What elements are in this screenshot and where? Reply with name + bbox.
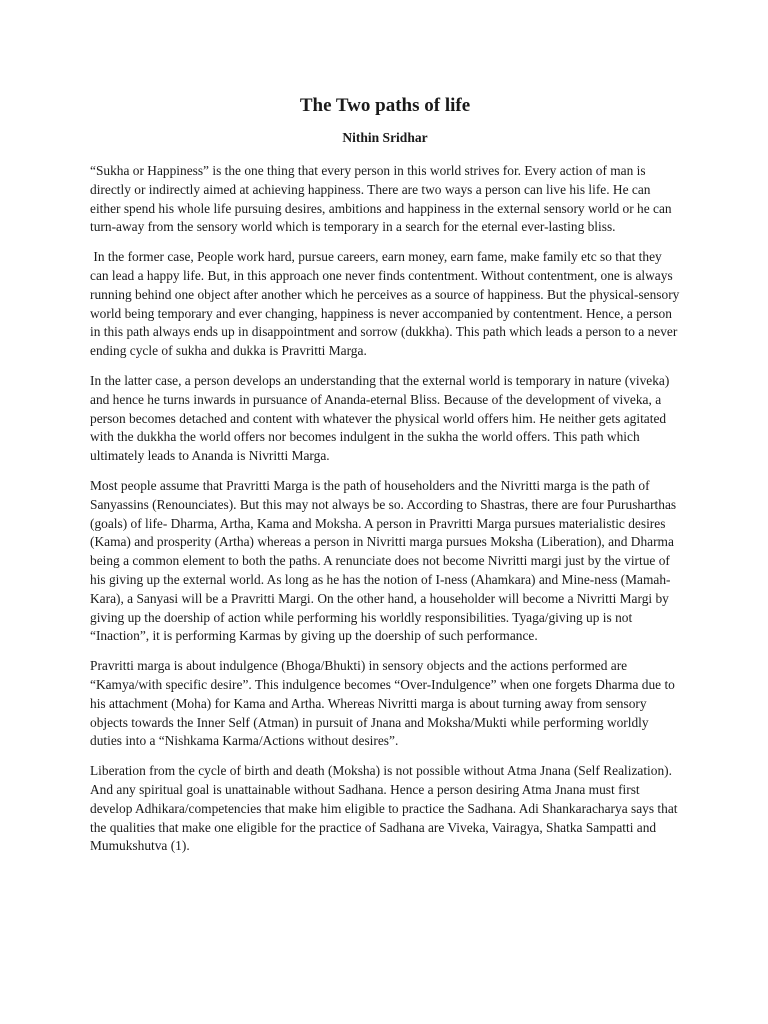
paragraph-pravritti: In the former case, People work hard, pursue careers, earn money, earn fame, make family etc so that they can lead a happy life. But, in this approach one never finds contentment. Without contentment, one is always running behind one object after another which he perceives as a source of happiness. But the physical-sensory world being temporary and ever changing, happiness is never accompanied by contentment. Hence, a person in this path always ends up in disappointment and sorrow (dukkha). This path which leads a person to a never ending cycle of sukha and dukka is Pravritti Marga. bbox=[90, 249, 683, 359]
document-author: Nithin Sridhar bbox=[342, 130, 428, 145]
paragraph-indulgence: Pravritti marga is about indulgence (Bhoga/Bhukti) in sensory objects and the actions performed are “Kamya/with specific desire”. This indulgence becomes “Over-Indulgence” when one forgets Dharma due to his attachment (Moha) for Kama and Artha. Whereas Nivritti marga is about turning away from sensory objects towards the Inner Self (Atman) in pursuit of Jnana and Moksha/Mukti while performing worldly duties into a “Nishkama Karma/Actions without desires”. bbox=[90, 658, 675, 749]
document-page bbox=[90, 92, 683, 867]
document-title: The Two paths of life bbox=[299, 95, 471, 116]
paragraph-nivritti: In the latter case, a person develops an understanding that the external world is temporary in nature (viveka) and hence he turns inwards in pursuance of Ananda-eternal Bliss. Because of the development of viveka, a person becomes detached and content with whatever the physical world offers him. He neither gets agitated with the dukkha the world offers nor becomes indulgent in the sukha the world offers. This path which ultimately leads to Ananda is Nivritti Marga. bbox=[90, 372, 670, 464]
paragraph-householders: Most people assume that Pravritti Marga is the path of householders and the Nivritti marga is the path of Sanyassins (Renounciates). But this may not always be so. According to Shastras, there are four Purusharthas (goals) of life- Dharma, Artha, Kama and Moksha. A person in Pravritti Marga pursues materialistic desires (Kama) and prosperity (Artha) whereas a person in Nivritti marga pursues Moksha (Liberation), and Dharma being a common element to both the paths. A renunciate does not become Nivritti margi just by the virtue of his giving up the external world. As long as he has the notion of I-ness (Ahamkara) and Mine-ness (Mamah-Kara), a Sanyasi will be a Pravritti Margi. On the other hand, a householder will become a Nivritti Margi by giving up the doership of action while performing his worldly responsibilities. Tyaga/giving up is not “Inaction”, it is performing Karmas by giving up the doership of such performance. bbox=[90, 477, 677, 644]
paragraph-intro: “Sukha or Happiness” is the one thing that every person in this world strives for. Every action of man is directly or indirectly aimed at achieving happiness. There are two ways a person can live his life. He can either spend his whole life pursuing desires, ambitions and happiness in the external sensory world or he can turn-away from the sensory world which is temporary in a search for the eternal ever-lasting bliss. bbox=[90, 163, 672, 235]
paragraph-liberation: Liberation from the cycle of birth and death (Moksha) is not possible without Atma Jnana (Self Realization). And any spiritual goal is unattainable without Sadhana. Hence a person desiring Atma Jnana must first develop Adhikara/competencies that make him eligible to practice the Sadhana. Adi Shankaracharya says that the qualities that make one eligible for the practice of Sadhana are Viveka, Vairagya, Shatka Sampatti and Mumukshutva (1). bbox=[90, 763, 678, 854]
